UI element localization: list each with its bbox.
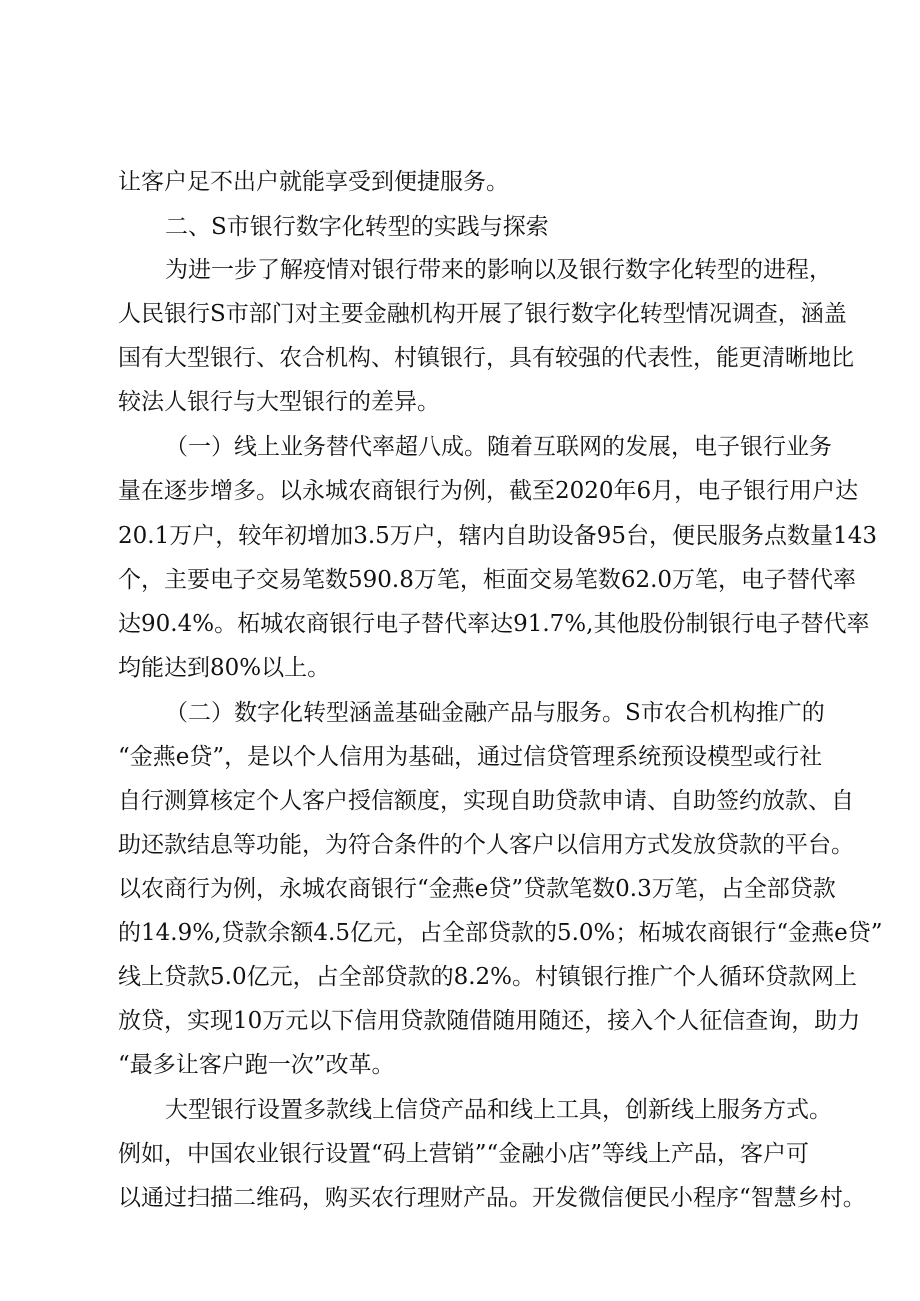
section-heading: 二、S市银行数字化转型的实践与探索: [165, 214, 549, 240]
text-line-18: 的14.9%,贷款余额4.5亿元，占全部贷款的5.0%；柘城农商银行“金燕e贷”: [118, 920, 883, 946]
text-line-12: 均能达到80%以上。: [118, 655, 331, 681]
text-line-21: “最多让客户跑一次”改革。: [118, 1052, 395, 1078]
text-line-15: 自行测算核定个人客户授信额度，实现自助贷款申请、自助签约放款、自: [118, 788, 854, 814]
text-line-23: 例如，中国农业银行设置“码上营销”“金融小店”等线上产品，客户可: [118, 1141, 810, 1167]
text-line-10: 个，主要电子交易笔数590.8万笔，柜面交易笔数62.0万笔，电子替代率: [118, 567, 857, 593]
text-line-17: 以农商行为例，永城农商银行“金燕e贷”贷款笔数0.3万笔，占全部贷款: [118, 876, 836, 902]
text-line-5: 国有大型银行、农合机构、村镇银行，具有较强的代表性，能更清晰地比: [118, 345, 854, 371]
text-line-22: 大型银行设置多款线上信贷产品和线上工具，创新线上服务方式。: [165, 1097, 832, 1123]
text-line-14: “金燕e贷”，是以个人信用为基础，通过信贷管理系统预设模型或行社: [118, 744, 823, 770]
text-line-3: 为进一步了解疫情对银行带来的影响以及银行数字化转型的进程，: [165, 257, 832, 283]
subsection-heading-1: （一）线上业务替代率超八成。随着互联网的发展，电子银行业务: [165, 434, 832, 460]
text-line-11: 达90.4%。柘城农商银行电子替代率达91.7%,其他股份制银行电子替代率: [118, 611, 870, 637]
text-line-19: 线上贷款5.0亿元，占全部贷款的8.2%。村镇银行推广个人循环贷款网上: [118, 964, 858, 990]
text-line-16: 助还款结息等功能，为符合条件的个人客户以信用方式发放贷款的平台。: [118, 832, 854, 858]
text-line-9: 20.1万户，较年初增加3.5万户，辖内自助设备95台，便民服务点数量143: [118, 523, 877, 549]
subsection-heading-2: （二）数字化转型涵盖基础金融产品与服务。S市农合机构推广的: [165, 700, 825, 726]
text-line-24: 以通过扫描二维码，购买农行理财产品。开发微信便民小程序“智慧乡村。: [118, 1185, 866, 1211]
text-line-20: 放贷，实现10万元以下信用贷款随借随用随还，接入个人征信查询，助力: [118, 1008, 861, 1034]
text-line-4: 人民银行S市部门对主要金融机构开展了银行数字化转型情况调查，涵盖: [118, 301, 847, 327]
text-line-1: 让客户足不出户就能享受到便捷服务。: [118, 169, 509, 195]
text-line-6: 较法人银行与大型银行的差异。: [118, 389, 440, 415]
text-line-8: 量在逐步增多。以永城农商银行为例，截至2020年6月，电子银行用户达: [118, 478, 859, 504]
